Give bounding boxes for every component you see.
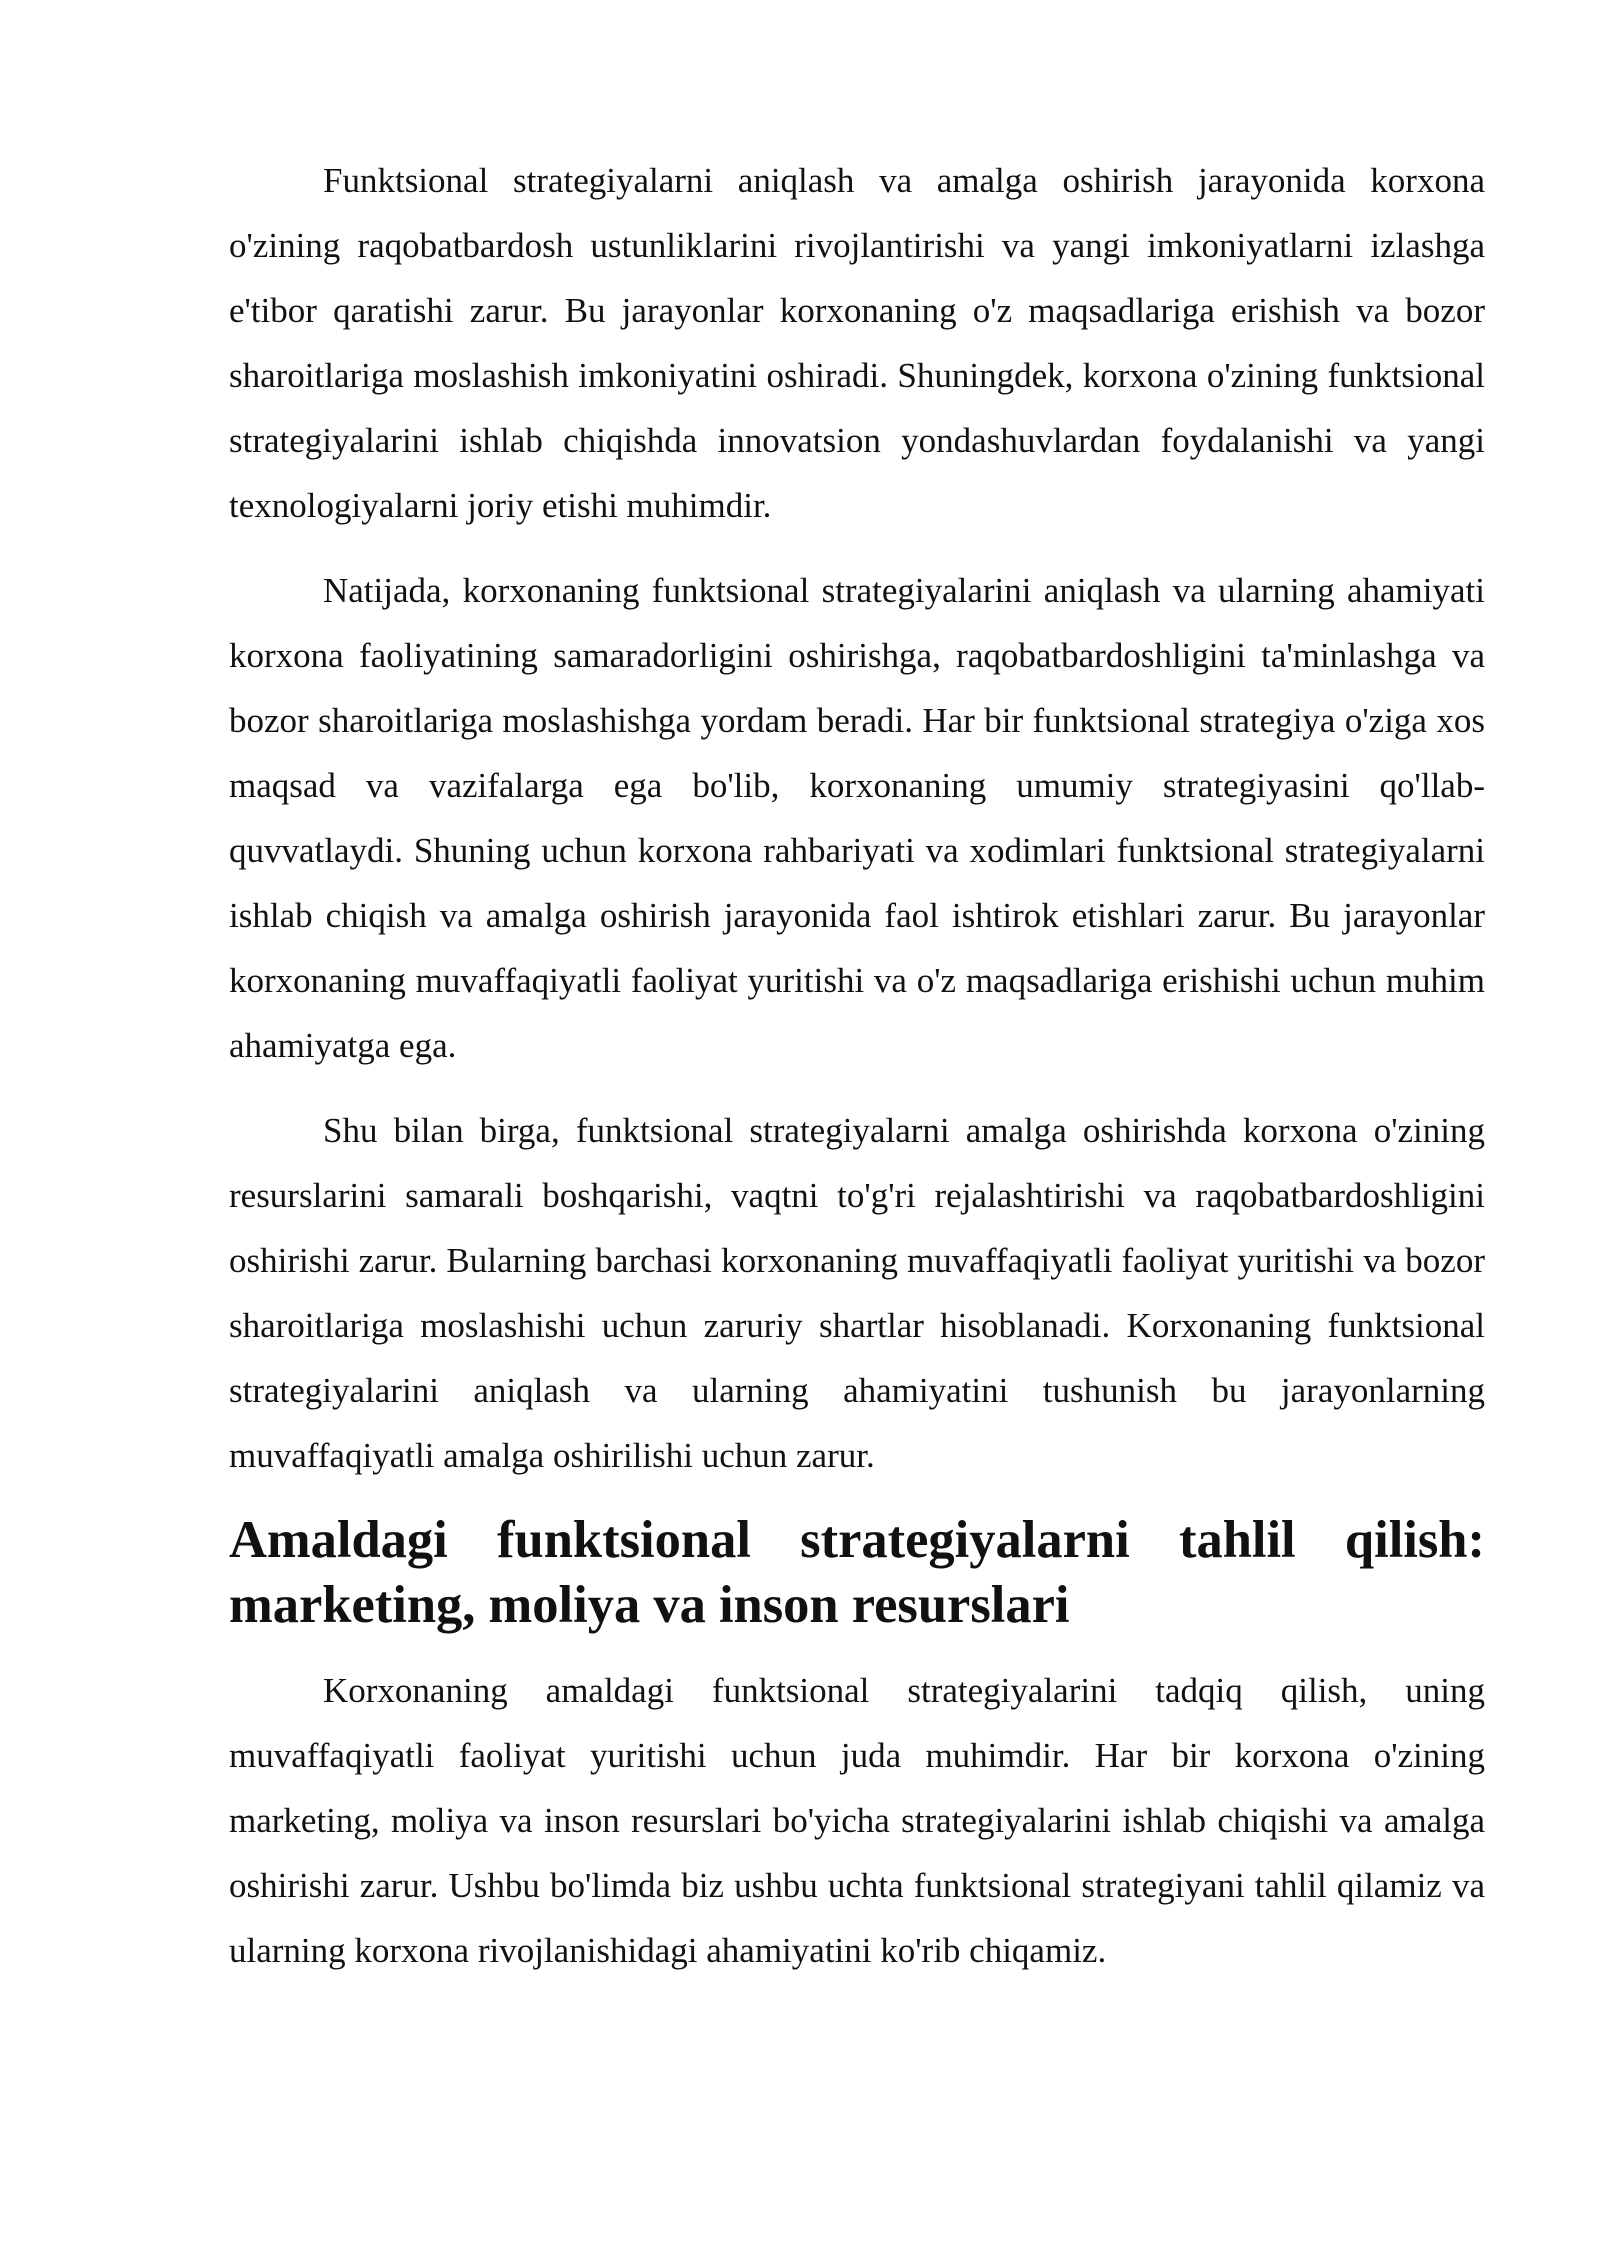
section-heading: Amaldagi funktsional strategiyalarni tahlil qilish: marketing, moliya va inson resurslari — [229, 1511, 1485, 1634]
document-body — [229, 148, 1485, 2003]
section-paragraph: Korxonaning amaldagi funktsional strategiyalarini tadqiq qilish, uning muvaffaqiyatli faoliyat yuritishi uchun juda muhimdir. Har bir korxona o'zining marketing, moliya va inson resurslari bo'yicha strategiyalarini ishlab chiqishi va amalga oshirishi zarur. Ushbu bo'limda biz ushbu uchta funktsional strategiyani tahlil qilamiz va ularning korxona rivojlanishidagi ahamiyatini ko'rib chiqamiz. — [229, 1671, 1485, 1970]
body-paragraph-3: Shu bilan birga, funktsional strategiyalarni amalga oshirishda korxona o'zining resurslarini samarali boshqarishi, vaqtni to'g'ri rejalashtirishi va raqobatbardoshligini oshirishi zarur. Bularning barchasi korxonaning muvaffaqiyatli faoliyat yuritishi va bozor sharoitlariga moslashishi uchun zaruriy shartlar hisoblanadi. Korxonaning funktsional strategiyalarini aniqlash va ularning ahamiyatini tushunish bu jarayonlarning muvaffaqiyatli amalga oshirilishi uchun zarur. — [229, 1111, 1485, 1475]
body-paragraph-2: Natijada, korxonaning funktsional strategiyalarini aniqlash va ularning ahamiyati korxona faoliyatining samaradorligini oshirishga, raqobatbardoshligini ta'minlashga va bozor sharoitlariga moslashishga yordam beradi. Har bir funktsional strategiya o'ziga xos maqsad va vazifalarga ega bo'lib, korxonaning umumiy strategiyasini qo'llab-quvvatlaydi. Shuning uchun korxona rahbariyati va xodimlari funktsional strategiyalarni ishlab chiqish va amalga oshirish jarayonida faol ishtirok etishlari zarur. Bu jarayonlar korxonaning muvaffaqiyatli faoliyat yuritishi va o'z maqsadlariga erishishi uchun muhim ahamiyatga ega. — [229, 571, 1485, 1065]
body-paragraph-1: Funktsional strategiyalarni aniqlash va amalga oshirish jarayonida korxona o'zining raqobatbardosh ustunliklarini rivojlantirishi va yangi imkoniyatlarni izlashga e'tibor qaratishi zarur. Bu jarayonlar korxonaning o'z maqsadlariga erishish va bozor sharoitlariga moslashish imkoniyatini oshiradi. Shuningdek, korxona o'zining funktsional strategiyalarini ishlab chiqishda innovatsion yondashuvlardan foydalanishi va yangi texnologiyalarni joriy etishi muhimdir. — [229, 161, 1485, 525]
